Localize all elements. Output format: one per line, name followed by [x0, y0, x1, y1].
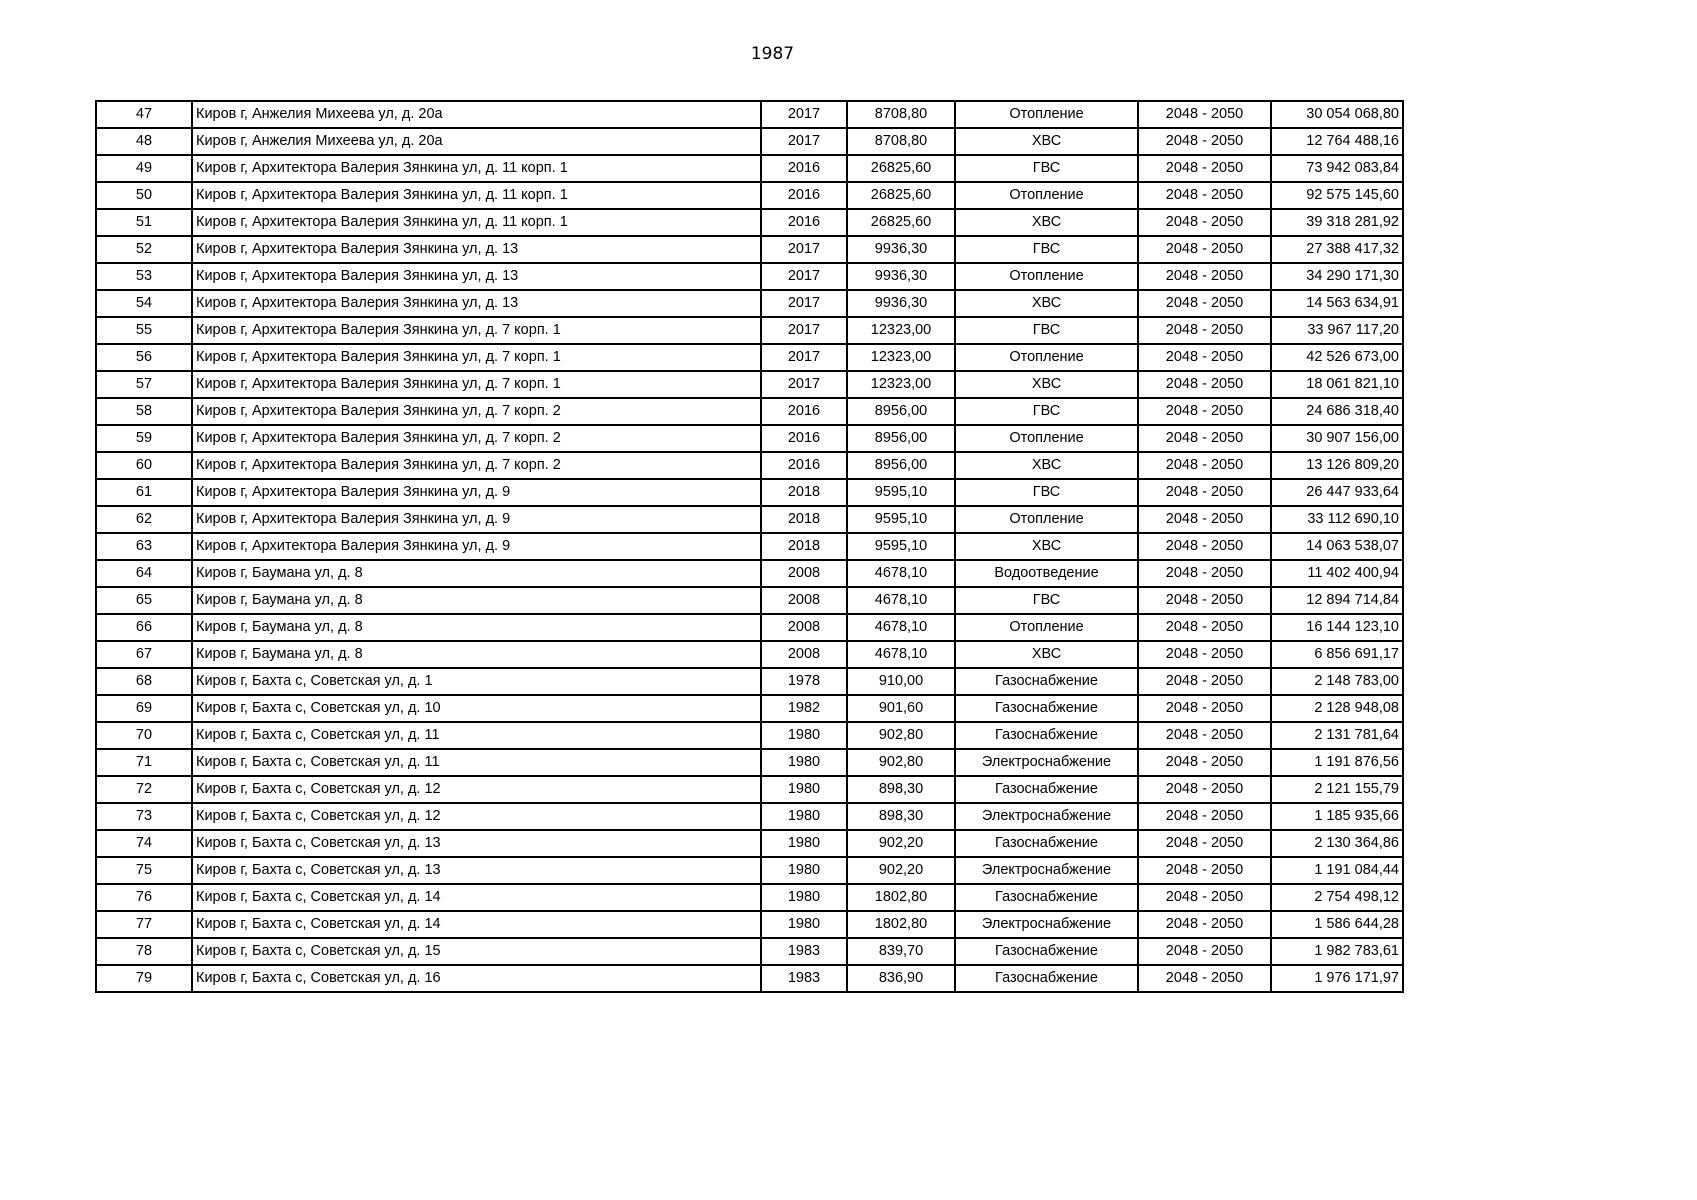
planned-period-cell: 2048 - 2050 — [1138, 668, 1271, 695]
address-cell: Киров г, Архитектора Валерия Зянкина ул, д. 11 корп. 1 — [192, 209, 761, 236]
planned-period-cell: 2048 - 2050 — [1138, 965, 1271, 992]
service-type-cell: Газоснабжение — [955, 668, 1138, 695]
row-number-cell: 66 — [96, 614, 192, 641]
table-row — [96, 911, 1403, 938]
row-number-cell: 56 — [96, 344, 192, 371]
row-number-cell: 48 — [96, 128, 192, 155]
table-row — [96, 587, 1403, 614]
table-row — [96, 938, 1403, 965]
area-cell: 8956,00 — [847, 452, 955, 479]
area-cell: 898,30 — [847, 776, 955, 803]
row-number-cell: 64 — [96, 560, 192, 587]
year-built-cell: 2018 — [761, 479, 847, 506]
service-type-cell: Газоснабжение — [955, 695, 1138, 722]
cost-cell: 1 191 084,44 — [1271, 857, 1403, 884]
cost-cell: 24 686 318,40 — [1271, 398, 1403, 425]
table-row — [96, 668, 1403, 695]
cost-cell: 1 185 935,66 — [1271, 803, 1403, 830]
service-type-cell: Газоснабжение — [955, 884, 1138, 911]
planned-period-cell: 2048 - 2050 — [1138, 587, 1271, 614]
address-cell: Киров г, Бахта с, Советская ул, д. 11 — [192, 722, 761, 749]
row-number-cell: 69 — [96, 695, 192, 722]
service-type-cell: ХВС — [955, 128, 1138, 155]
address-cell: Киров г, Бахта с, Советская ул, д. 12 — [192, 803, 761, 830]
row-number-cell: 72 — [96, 776, 192, 803]
service-type-cell: ГВС — [955, 317, 1138, 344]
address-cell: Киров г, Бахта с, Советская ул, д. 14 — [192, 911, 761, 938]
planned-period-cell: 2048 - 2050 — [1138, 452, 1271, 479]
year-built-cell: 2017 — [761, 317, 847, 344]
service-type-cell: Отопление — [955, 614, 1138, 641]
area-cell: 902,20 — [847, 830, 955, 857]
planned-period-cell: 2048 - 2050 — [1138, 884, 1271, 911]
row-number-cell: 47 — [96, 101, 192, 128]
planned-period-cell: 2048 - 2050 — [1138, 938, 1271, 965]
cost-cell: 73 942 083,84 — [1271, 155, 1403, 182]
table-row — [96, 371, 1403, 398]
service-type-cell: ХВС — [955, 290, 1138, 317]
area-cell: 4678,10 — [847, 614, 955, 641]
row-number-cell: 63 — [96, 533, 192, 560]
address-cell: Киров г, Архитектора Валерия Зянкина ул, д. 7 корп. 2 — [192, 425, 761, 452]
area-cell: 4678,10 — [847, 587, 955, 614]
table-row — [96, 803, 1403, 830]
address-cell: Киров г, Архитектора Валерия Зянкина ул, д. 7 корп. 1 — [192, 317, 761, 344]
planned-period-cell: 2048 - 2050 — [1138, 344, 1271, 371]
planned-period-cell: 2048 - 2050 — [1138, 830, 1271, 857]
area-cell: 12323,00 — [847, 344, 955, 371]
cost-cell: 18 061 821,10 — [1271, 371, 1403, 398]
row-number-cell: 71 — [96, 749, 192, 776]
row-number-cell: 67 — [96, 641, 192, 668]
address-cell: Киров г, Архитектора Валерия Зянкина ул, д. 7 корп. 1 — [192, 344, 761, 371]
address-cell: Киров г, Бахта с, Советская ул, д. 10 — [192, 695, 761, 722]
area-cell: 1802,80 — [847, 884, 955, 911]
year-built-cell: 2008 — [761, 587, 847, 614]
address-cell: Киров г, Бахта с, Советская ул, д. 12 — [192, 776, 761, 803]
row-number-cell: 57 — [96, 371, 192, 398]
cost-cell: 2 128 948,08 — [1271, 695, 1403, 722]
table-row — [96, 263, 1403, 290]
planned-period-cell: 2048 - 2050 — [1138, 695, 1271, 722]
year-built-cell: 2017 — [761, 263, 847, 290]
planned-period-cell: 2048 - 2050 — [1138, 479, 1271, 506]
service-type-cell: Отопление — [955, 344, 1138, 371]
row-number-cell: 54 — [96, 290, 192, 317]
address-cell: Киров г, Бахта с, Советская ул, д. 13 — [192, 857, 761, 884]
table-row — [96, 182, 1403, 209]
year-built-cell: 2017 — [761, 128, 847, 155]
year-built-cell: 2016 — [761, 209, 847, 236]
address-cell: Киров г, Архитектора Валерия Зянкина ул, д. 11 корп. 1 — [192, 155, 761, 182]
year-built-cell: 2017 — [761, 344, 847, 371]
planned-period-cell: 2048 - 2050 — [1138, 290, 1271, 317]
row-number-cell: 65 — [96, 587, 192, 614]
cost-cell: 14 563 634,91 — [1271, 290, 1403, 317]
row-number-cell: 58 — [96, 398, 192, 425]
row-number-cell: 61 — [96, 479, 192, 506]
address-cell: Киров г, Архитектора Валерия Зянкина ул, д. 9 — [192, 506, 761, 533]
service-type-cell: Газоснабжение — [955, 722, 1138, 749]
area-cell: 26825,60 — [847, 182, 955, 209]
address-cell: Киров г, Бахта с, Советская ул, д. 15 — [192, 938, 761, 965]
planned-period-cell: 2048 - 2050 — [1138, 614, 1271, 641]
planned-period-cell: 2048 - 2050 — [1138, 263, 1271, 290]
area-cell: 9595,10 — [847, 479, 955, 506]
service-type-cell: ГВС — [955, 479, 1138, 506]
cost-cell: 12 894 714,84 — [1271, 587, 1403, 614]
planned-period-cell: 2048 - 2050 — [1138, 722, 1271, 749]
planned-period-cell: 2048 - 2050 — [1138, 506, 1271, 533]
year-built-cell: 2016 — [761, 452, 847, 479]
row-number-cell: 75 — [96, 857, 192, 884]
service-type-cell: Отопление — [955, 425, 1138, 452]
row-number-cell: 50 — [96, 182, 192, 209]
service-type-cell: Отопление — [955, 506, 1138, 533]
service-type-cell: ХВС — [955, 209, 1138, 236]
row-number-cell: 78 — [96, 938, 192, 965]
year-built-cell: 1982 — [761, 695, 847, 722]
cost-cell: 13 126 809,20 — [1271, 452, 1403, 479]
row-number-cell: 53 — [96, 263, 192, 290]
table-row — [96, 776, 1403, 803]
year-built-cell: 1980 — [761, 803, 847, 830]
table-row — [96, 344, 1403, 371]
area-cell: 4678,10 — [847, 560, 955, 587]
area-cell: 9936,30 — [847, 236, 955, 263]
address-cell: Киров г, Бахта с, Советская ул, д. 11 — [192, 749, 761, 776]
service-type-cell: Газоснабжение — [955, 938, 1138, 965]
planned-period-cell: 2048 - 2050 — [1138, 236, 1271, 263]
address-cell: Киров г, Баумана ул, д. 8 — [192, 587, 761, 614]
planned-period-cell: 2048 - 2050 — [1138, 857, 1271, 884]
table-row — [96, 128, 1403, 155]
area-cell: 9595,10 — [847, 533, 955, 560]
row-number-cell: 79 — [96, 965, 192, 992]
table-row — [96, 506, 1403, 533]
table-row — [96, 749, 1403, 776]
year-built-cell: 1980 — [761, 830, 847, 857]
row-number-cell: 49 — [96, 155, 192, 182]
service-type-cell: ХВС — [955, 371, 1138, 398]
service-type-cell: ХВС — [955, 641, 1138, 668]
cost-cell: 33 112 690,10 — [1271, 506, 1403, 533]
area-cell: 9936,30 — [847, 263, 955, 290]
year-built-cell: 2018 — [761, 533, 847, 560]
cost-cell: 1 982 783,61 — [1271, 938, 1403, 965]
cost-cell: 6 856 691,17 — [1271, 641, 1403, 668]
year-built-cell: 1980 — [761, 884, 847, 911]
table-row — [96, 857, 1403, 884]
planned-period-cell: 2048 - 2050 — [1138, 641, 1271, 668]
row-number-cell: 59 — [96, 425, 192, 452]
table-row — [96, 533, 1403, 560]
area-cell: 902,80 — [847, 749, 955, 776]
planned-period-cell: 2048 - 2050 — [1138, 155, 1271, 182]
cost-cell: 2 121 155,79 — [1271, 776, 1403, 803]
area-cell: 902,20 — [847, 857, 955, 884]
planned-period-cell: 2048 - 2050 — [1138, 371, 1271, 398]
address-cell: Киров г, Бахта с, Советская ул, д. 13 — [192, 830, 761, 857]
planned-period-cell: 2048 - 2050 — [1138, 749, 1271, 776]
row-number-cell: 77 — [96, 911, 192, 938]
address-cell: Киров г, Анжелия Михеева ул, д. 20а — [192, 101, 761, 128]
area-cell: 12323,00 — [847, 371, 955, 398]
table-row — [96, 884, 1403, 911]
planned-period-cell: 2048 - 2050 — [1138, 533, 1271, 560]
table-body — [96, 101, 1403, 992]
planned-period-cell: 2048 - 2050 — [1138, 398, 1271, 425]
planned-period-cell: 2048 - 2050 — [1138, 776, 1271, 803]
row-number-cell: 55 — [96, 317, 192, 344]
planned-period-cell: 2048 - 2050 — [1138, 911, 1271, 938]
service-type-cell: Электроснабжение — [955, 803, 1138, 830]
row-number-cell: 68 — [96, 668, 192, 695]
year-built-cell: 2008 — [761, 614, 847, 641]
year-built-cell: 2018 — [761, 506, 847, 533]
planned-period-cell: 2048 - 2050 — [1138, 425, 1271, 452]
cost-cell: 42 526 673,00 — [1271, 344, 1403, 371]
cost-cell: 33 967 117,20 — [1271, 317, 1403, 344]
service-type-cell: Отопление — [955, 182, 1138, 209]
area-cell: 1802,80 — [847, 911, 955, 938]
cost-cell: 26 447 933,64 — [1271, 479, 1403, 506]
planned-period-cell: 2048 - 2050 — [1138, 128, 1271, 155]
cost-cell: 2 130 364,86 — [1271, 830, 1403, 857]
table-row — [96, 641, 1403, 668]
area-cell: 12323,00 — [847, 317, 955, 344]
year-built-cell: 2016 — [761, 425, 847, 452]
area-cell: 836,90 — [847, 965, 955, 992]
area-cell: 26825,60 — [847, 209, 955, 236]
service-type-cell: Электроснабжение — [955, 749, 1138, 776]
area-cell: 4678,10 — [847, 641, 955, 668]
address-cell: Киров г, Архитектора Валерия Зянкина ул, д. 9 — [192, 533, 761, 560]
year-built-cell: 1980 — [761, 911, 847, 938]
service-type-cell: Газоснабжение — [955, 830, 1138, 857]
cost-cell: 30 054 068,80 — [1271, 101, 1403, 128]
address-cell: Киров г, Бахта с, Советская ул, д. 1 — [192, 668, 761, 695]
row-number-cell: 52 — [96, 236, 192, 263]
cost-cell: 27 388 417,32 — [1271, 236, 1403, 263]
year-built-cell: 2016 — [761, 155, 847, 182]
service-type-cell: ГВС — [955, 155, 1138, 182]
year-built-cell: 2008 — [761, 641, 847, 668]
cost-cell: 39 318 281,92 — [1271, 209, 1403, 236]
area-cell: 910,00 — [847, 668, 955, 695]
service-type-cell: Отопление — [955, 263, 1138, 290]
row-number-cell: 62 — [96, 506, 192, 533]
table-row — [96, 830, 1403, 857]
address-cell: Киров г, Баумана ул, д. 8 — [192, 641, 761, 668]
planned-period-cell: 2048 - 2050 — [1138, 182, 1271, 209]
cost-cell: 11 402 400,94 — [1271, 560, 1403, 587]
area-cell: 8956,00 — [847, 425, 955, 452]
address-cell: Киров г, Архитектора Валерия Зянкина ул, д. 7 корп. 1 — [192, 371, 761, 398]
address-cell: Киров г, Бахта с, Советская ул, д. 14 — [192, 884, 761, 911]
area-cell: 902,80 — [847, 722, 955, 749]
table-row — [96, 155, 1403, 182]
year-built-cell: 2008 — [761, 560, 847, 587]
row-number-cell: 60 — [96, 452, 192, 479]
page-number: 1987 — [750, 44, 795, 64]
cost-cell: 12 764 488,16 — [1271, 128, 1403, 155]
area-cell: 839,70 — [847, 938, 955, 965]
table-row — [96, 479, 1403, 506]
table-row — [96, 560, 1403, 587]
cost-cell: 1 586 644,28 — [1271, 911, 1403, 938]
address-cell: Киров г, Анжелия Михеева ул, д. 20а — [192, 128, 761, 155]
cost-cell: 14 063 538,07 — [1271, 533, 1403, 560]
area-cell: 8708,80 — [847, 128, 955, 155]
building-registry-table — [95, 100, 1404, 993]
address-cell: Киров г, Бахта с, Советская ул, д. 16 — [192, 965, 761, 992]
year-built-cell: 1978 — [761, 668, 847, 695]
table-row — [96, 209, 1403, 236]
year-built-cell: 2017 — [761, 236, 847, 263]
service-type-cell: ГВС — [955, 236, 1138, 263]
row-number-cell: 70 — [96, 722, 192, 749]
year-built-cell: 1980 — [761, 857, 847, 884]
table-row — [96, 398, 1403, 425]
address-cell: Киров г, Архитектора Валерия Зянкина ул, д. 13 — [192, 263, 761, 290]
year-built-cell: 1980 — [761, 776, 847, 803]
table-row — [96, 425, 1403, 452]
year-built-cell: 1983 — [761, 938, 847, 965]
service-type-cell: ХВС — [955, 452, 1138, 479]
service-type-cell: ГВС — [955, 587, 1138, 614]
cost-cell: 2 131 781,64 — [1271, 722, 1403, 749]
planned-period-cell: 2048 - 2050 — [1138, 560, 1271, 587]
service-type-cell: Газоснабжение — [955, 776, 1138, 803]
table-row — [96, 290, 1403, 317]
table-row — [96, 614, 1403, 641]
service-type-cell: Отопление — [955, 101, 1138, 128]
area-cell: 8708,80 — [847, 101, 955, 128]
year-built-cell: 2016 — [761, 398, 847, 425]
table-row — [96, 236, 1403, 263]
cost-cell: 92 575 145,60 — [1271, 182, 1403, 209]
year-built-cell: 1983 — [761, 965, 847, 992]
planned-period-cell: 2048 - 2050 — [1138, 803, 1271, 830]
cost-cell: 2 148 783,00 — [1271, 668, 1403, 695]
table-row — [96, 722, 1403, 749]
area-cell: 8956,00 — [847, 398, 955, 425]
table-row — [96, 965, 1403, 992]
service-type-cell: Газоснабжение — [955, 965, 1138, 992]
service-type-cell: ГВС — [955, 398, 1138, 425]
address-cell: Киров г, Архитектора Валерия Зянкина ул, д. 13 — [192, 290, 761, 317]
area-cell: 901,60 — [847, 695, 955, 722]
row-number-cell: 73 — [96, 803, 192, 830]
table-row — [96, 452, 1403, 479]
address-cell: Киров г, Баумана ул, д. 8 — [192, 560, 761, 587]
year-built-cell: 1980 — [761, 722, 847, 749]
planned-period-cell: 2048 - 2050 — [1138, 317, 1271, 344]
area-cell: 898,30 — [847, 803, 955, 830]
cost-cell: 2 754 498,12 — [1271, 884, 1403, 911]
service-type-cell: Водоотведение — [955, 560, 1138, 587]
service-type-cell: ХВС — [955, 533, 1138, 560]
year-built-cell: 1980 — [761, 749, 847, 776]
table-row — [96, 317, 1403, 344]
address-cell: Киров г, Архитектора Валерия Зянкина ул, д. 7 корп. 2 — [192, 398, 761, 425]
planned-period-cell: 2048 - 2050 — [1138, 101, 1271, 128]
address-cell: Киров г, Архитектора Валерия Зянкина ул, д. 11 корп. 1 — [192, 182, 761, 209]
service-type-cell: Электроснабжение — [955, 911, 1138, 938]
cost-cell: 34 290 171,30 — [1271, 263, 1403, 290]
address-cell: Киров г, Баумана ул, д. 8 — [192, 614, 761, 641]
area-cell: 9595,10 — [847, 506, 955, 533]
planned-period-cell: 2048 - 2050 — [1138, 209, 1271, 236]
address-cell: Киров г, Архитектора Валерия Зянкина ул, д. 7 корп. 2 — [192, 452, 761, 479]
table-row — [96, 101, 1403, 128]
cost-cell: 16 144 123,10 — [1271, 614, 1403, 641]
year-built-cell: 2017 — [761, 290, 847, 317]
row-number-cell: 74 — [96, 830, 192, 857]
cost-cell: 1 191 876,56 — [1271, 749, 1403, 776]
address-cell: Киров г, Архитектора Валерия Зянкина ул, д. 13 — [192, 236, 761, 263]
row-number-cell: 51 — [96, 209, 192, 236]
row-number-cell: 76 — [96, 884, 192, 911]
area-cell: 26825,60 — [847, 155, 955, 182]
year-built-cell: 2016 — [761, 182, 847, 209]
address-cell: Киров г, Архитектора Валерия Зянкина ул, д. 9 — [192, 479, 761, 506]
service-type-cell: Электроснабжение — [955, 857, 1138, 884]
area-cell: 9936,30 — [847, 290, 955, 317]
year-built-cell: 2017 — [761, 371, 847, 398]
table-row — [96, 695, 1403, 722]
cost-cell: 30 907 156,00 — [1271, 425, 1403, 452]
year-built-cell: 2017 — [761, 101, 847, 128]
cost-cell: 1 976 171,97 — [1271, 965, 1403, 992]
